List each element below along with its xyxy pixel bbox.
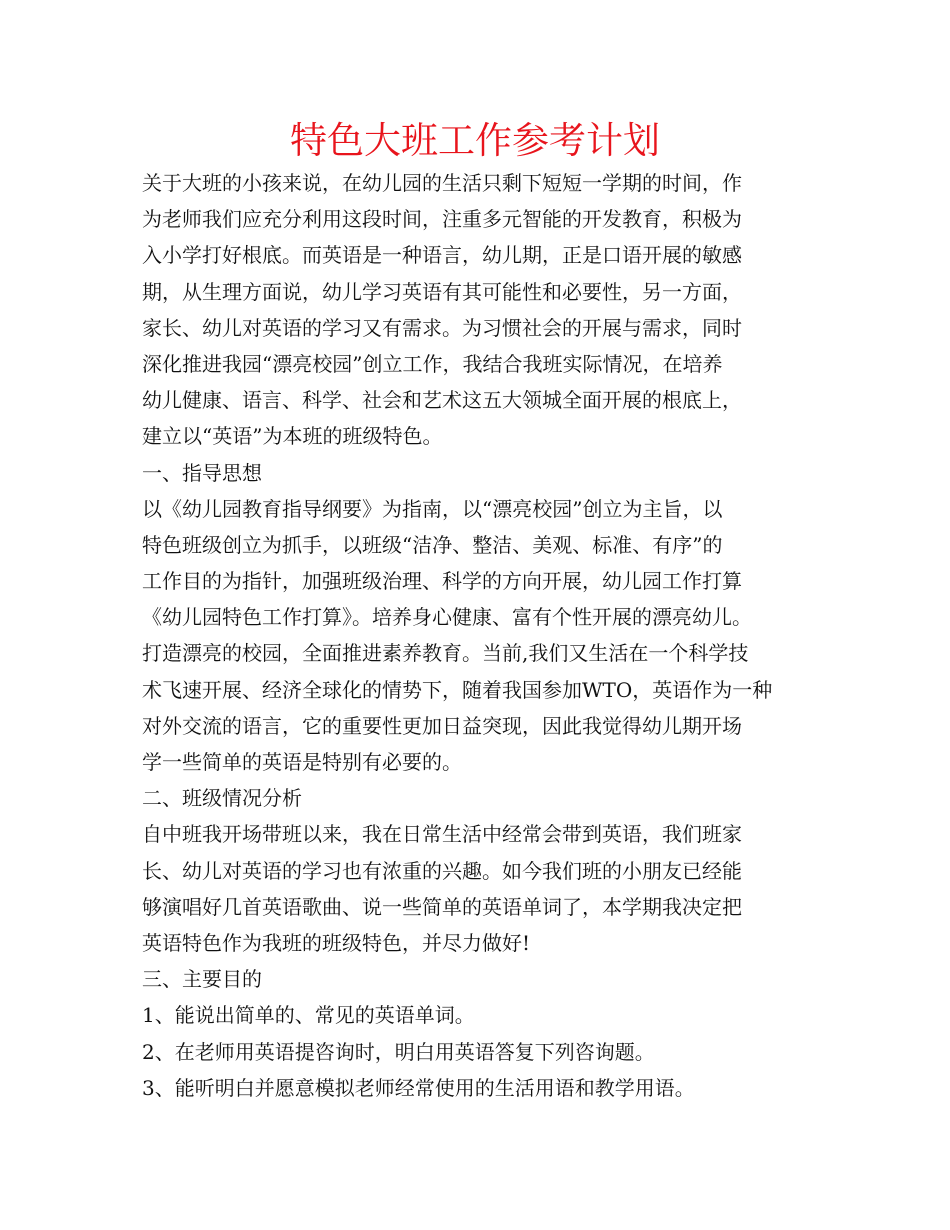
paragraph-line: 为老师我们应充分利用这段时间，注重多元智能的开发教育，积极为 <box>142 207 742 232</box>
paragraph-line: 打造漂亮的校园，全面推进素养教育。当前,我们又生活在一个科学技 <box>142 641 749 666</box>
paragraph-line: 建立以“英语”为本班的班级特色。 <box>142 424 443 449</box>
paragraph-line: 以《幼儿园教育指导纲要》为指南，以“漂亮校园”创立为主旨，以 <box>142 496 723 521</box>
section-heading: 二、班级情况分析 <box>142 786 302 811</box>
paragraph-line: 深化推进我园“漂亮校园”创立工作，我结合我班实际情况，在培养 <box>142 351 723 376</box>
paragraph-line: 够演唱好几首英语歌曲、说一些简单的英语单词了，本学期我决定把 <box>142 894 742 919</box>
paragraph-line: 《幼儿园特色工作打算》。培养身心健康、富有个性开展的漂亮幼儿。 <box>142 605 752 630</box>
paragraph-line: 术飞速开展、经济全球化的情势下，随着我国参加WTO，英语作为一种 <box>142 677 773 702</box>
paragraph-line: 特色班级创立为抓手，以班级“洁净、整洁、美观、标准、有序”的 <box>142 532 723 557</box>
paragraph-line: 关于大班的小孩来说，在幼儿园的生活只剩下短短一学期的时间，作 <box>142 171 742 195</box>
list-item: 1、能说出简单的、常见的英语单词。 <box>142 1003 475 1028</box>
paragraph-line: 自中班我开场带班以来，我在日常生活中经常会带到英语，我们班家 <box>142 822 742 847</box>
section-heading: 三、主要目的 <box>142 967 262 992</box>
page-title: 特色大班工作参考计划 <box>290 119 660 162</box>
paragraph-line: 工作目的为指针，加强班级治理、科学的方向开展，幼儿园工作打算 <box>142 569 742 594</box>
paragraph-line: 期，从生理方面说，幼儿学习英语有其可能性和必要性，另一方面， <box>142 279 742 304</box>
paragraph-line: 幼儿健康、语言、科学、社会和艺术这五大领城全面开展的根底上， <box>142 388 742 413</box>
paragraph-line: 英语特色作为我班的班级特色，并尽力做好! <box>142 930 531 955</box>
document-body <box>142 165 832 1106</box>
list-item: 3、能听明白并愿意模拟老师经常使用的生活用语和教学用语。 <box>142 1075 695 1100</box>
paragraph-line: 对外交流的语言，它的重要性更加日益突现，因此我觉得幼儿期开场 <box>142 713 742 738</box>
list-item: 2、在老师用英语提咨询时，明白用英语答复下列咨询题。 <box>142 1039 655 1064</box>
section-heading: 一、指导思想 <box>142 460 262 485</box>
paragraph-line: 学一些简单的英语是特别有必要的。 <box>142 750 462 774</box>
paragraph-line: 长、幼儿对英语的学习也有浓重的兴趣。如今我们班的小朋友已经能 <box>142 858 742 883</box>
paragraph-line: 家长、幼儿对英语的学习又有需求。为习惯社会的开展与需求，同时 <box>142 315 742 340</box>
paragraph-line: 入小学打好根底。而英语是一种语言，幼儿期，正是口语开展的敏感 <box>142 243 742 268</box>
